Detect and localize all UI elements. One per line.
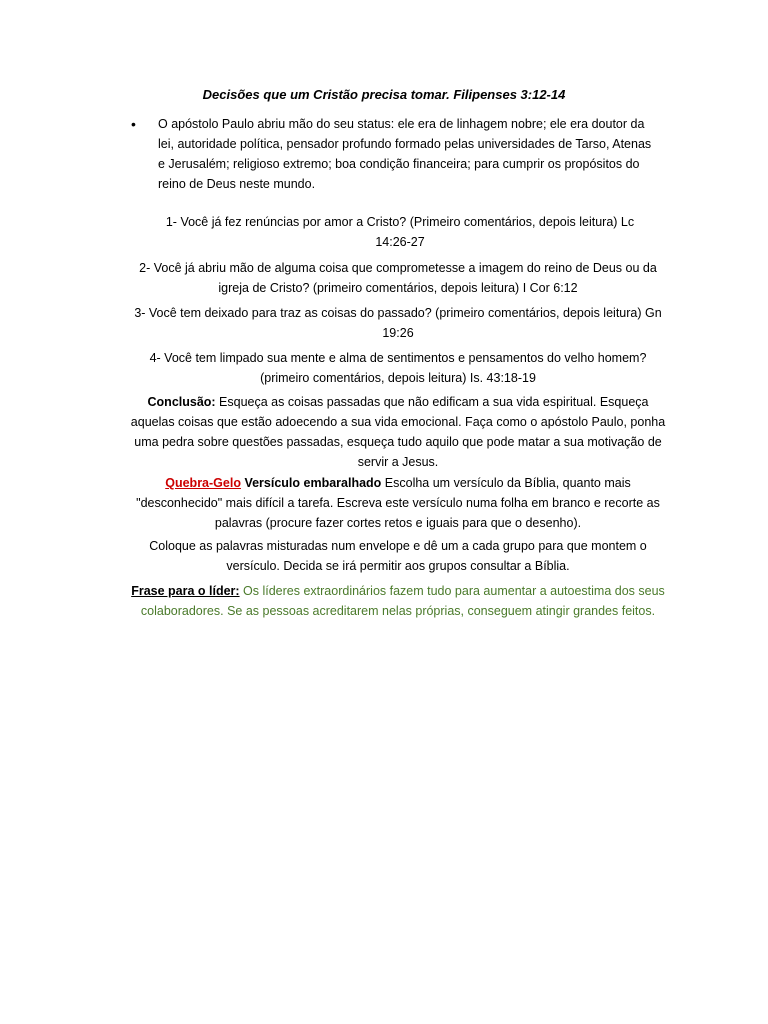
conclusion-paragraph [128, 392, 668, 472]
icebreaker-title: Versículo embaralhado [240, 476, 382, 490]
icebreaker-label: Quebra-Gelo [165, 476, 241, 490]
bullet-icon: • [131, 116, 136, 132]
leader-quote-paragraph [128, 581, 668, 621]
bullet-paragraph: O apóstolo Paulo abriu mão do seu status: ele era de linhagem nobre; ele era doutor da lei, autoridade política, pensador profundo formado pelas universidades de Tarso, Atenas e Jerusalém; religioso extremo; boa condição financeira; para cumprir os propósitos do reino de Deus neste mundo. [158, 117, 652, 191]
conclusion-text: Esqueça as coisas passadas que não edificam a sua vida espiritual. Esqueça aquelas coisas que estão adoecendo a sua vida emocional. Faça como o apóstolo Paulo, ponha uma pedra sobre questões passadas, esqueça tudo aquilo que pode matar a sua motivação de servir a Jesus. [130, 395, 666, 469]
question-3: 3- Você tem deixado para traz as coisas do passado? (primeiro comentários, depois leitura) Gn 19:26 [134, 306, 662, 340]
leader-quote-text: Os líderes extraordinários fazem tudo para aumentar a autoestima dos seus colaboradores. Se as pessoas acreditarem nelas próprias, conseguem atingir grandes feitos. [140, 584, 665, 618]
question-2: 2- Você já abriu mão de alguma coisa que comprometesse a imagem do reino de Deus ou da igreja de Cristo? (primeiro comentários, depois leitura) I Cor 6:12 [139, 261, 657, 295]
conclusion-label: Conclusão: [147, 395, 216, 409]
instructions-paragraph: Coloque as palavras misturadas num envelope e dê um a cada grupo para que montem o versículo. Decida se irá permitir aos grupos consultar a Bíblia. [149, 539, 647, 573]
icebreaker-paragraph [128, 473, 668, 533]
page-title: Decisões que um Cristão precisa tomar. Filipenses 3:12-14 [202, 87, 566, 102]
icebreaker-text: Escolha um versículo da Bíblia, quanto mais "desconhecido" mais difícil a tarefa. Escreva este versículo numa folha em branco e recorte as palavras (procure fazer cortes retos e iguais para que o desenho). [136, 476, 660, 530]
leader-quote-label: Frase para o líder: [131, 584, 240, 598]
question-4: 4- Você tem limpado sua mente e alma de sentimentos e pensamentos do velho homem? (primeiro comentários, depois leitura) Is. 43:18-19 [149, 351, 647, 385]
question-1: 1- Você já fez renúncias por amor a Cristo? (Primeiro comentários, depois leitura) Lc 14:26-27 [165, 215, 635, 249]
